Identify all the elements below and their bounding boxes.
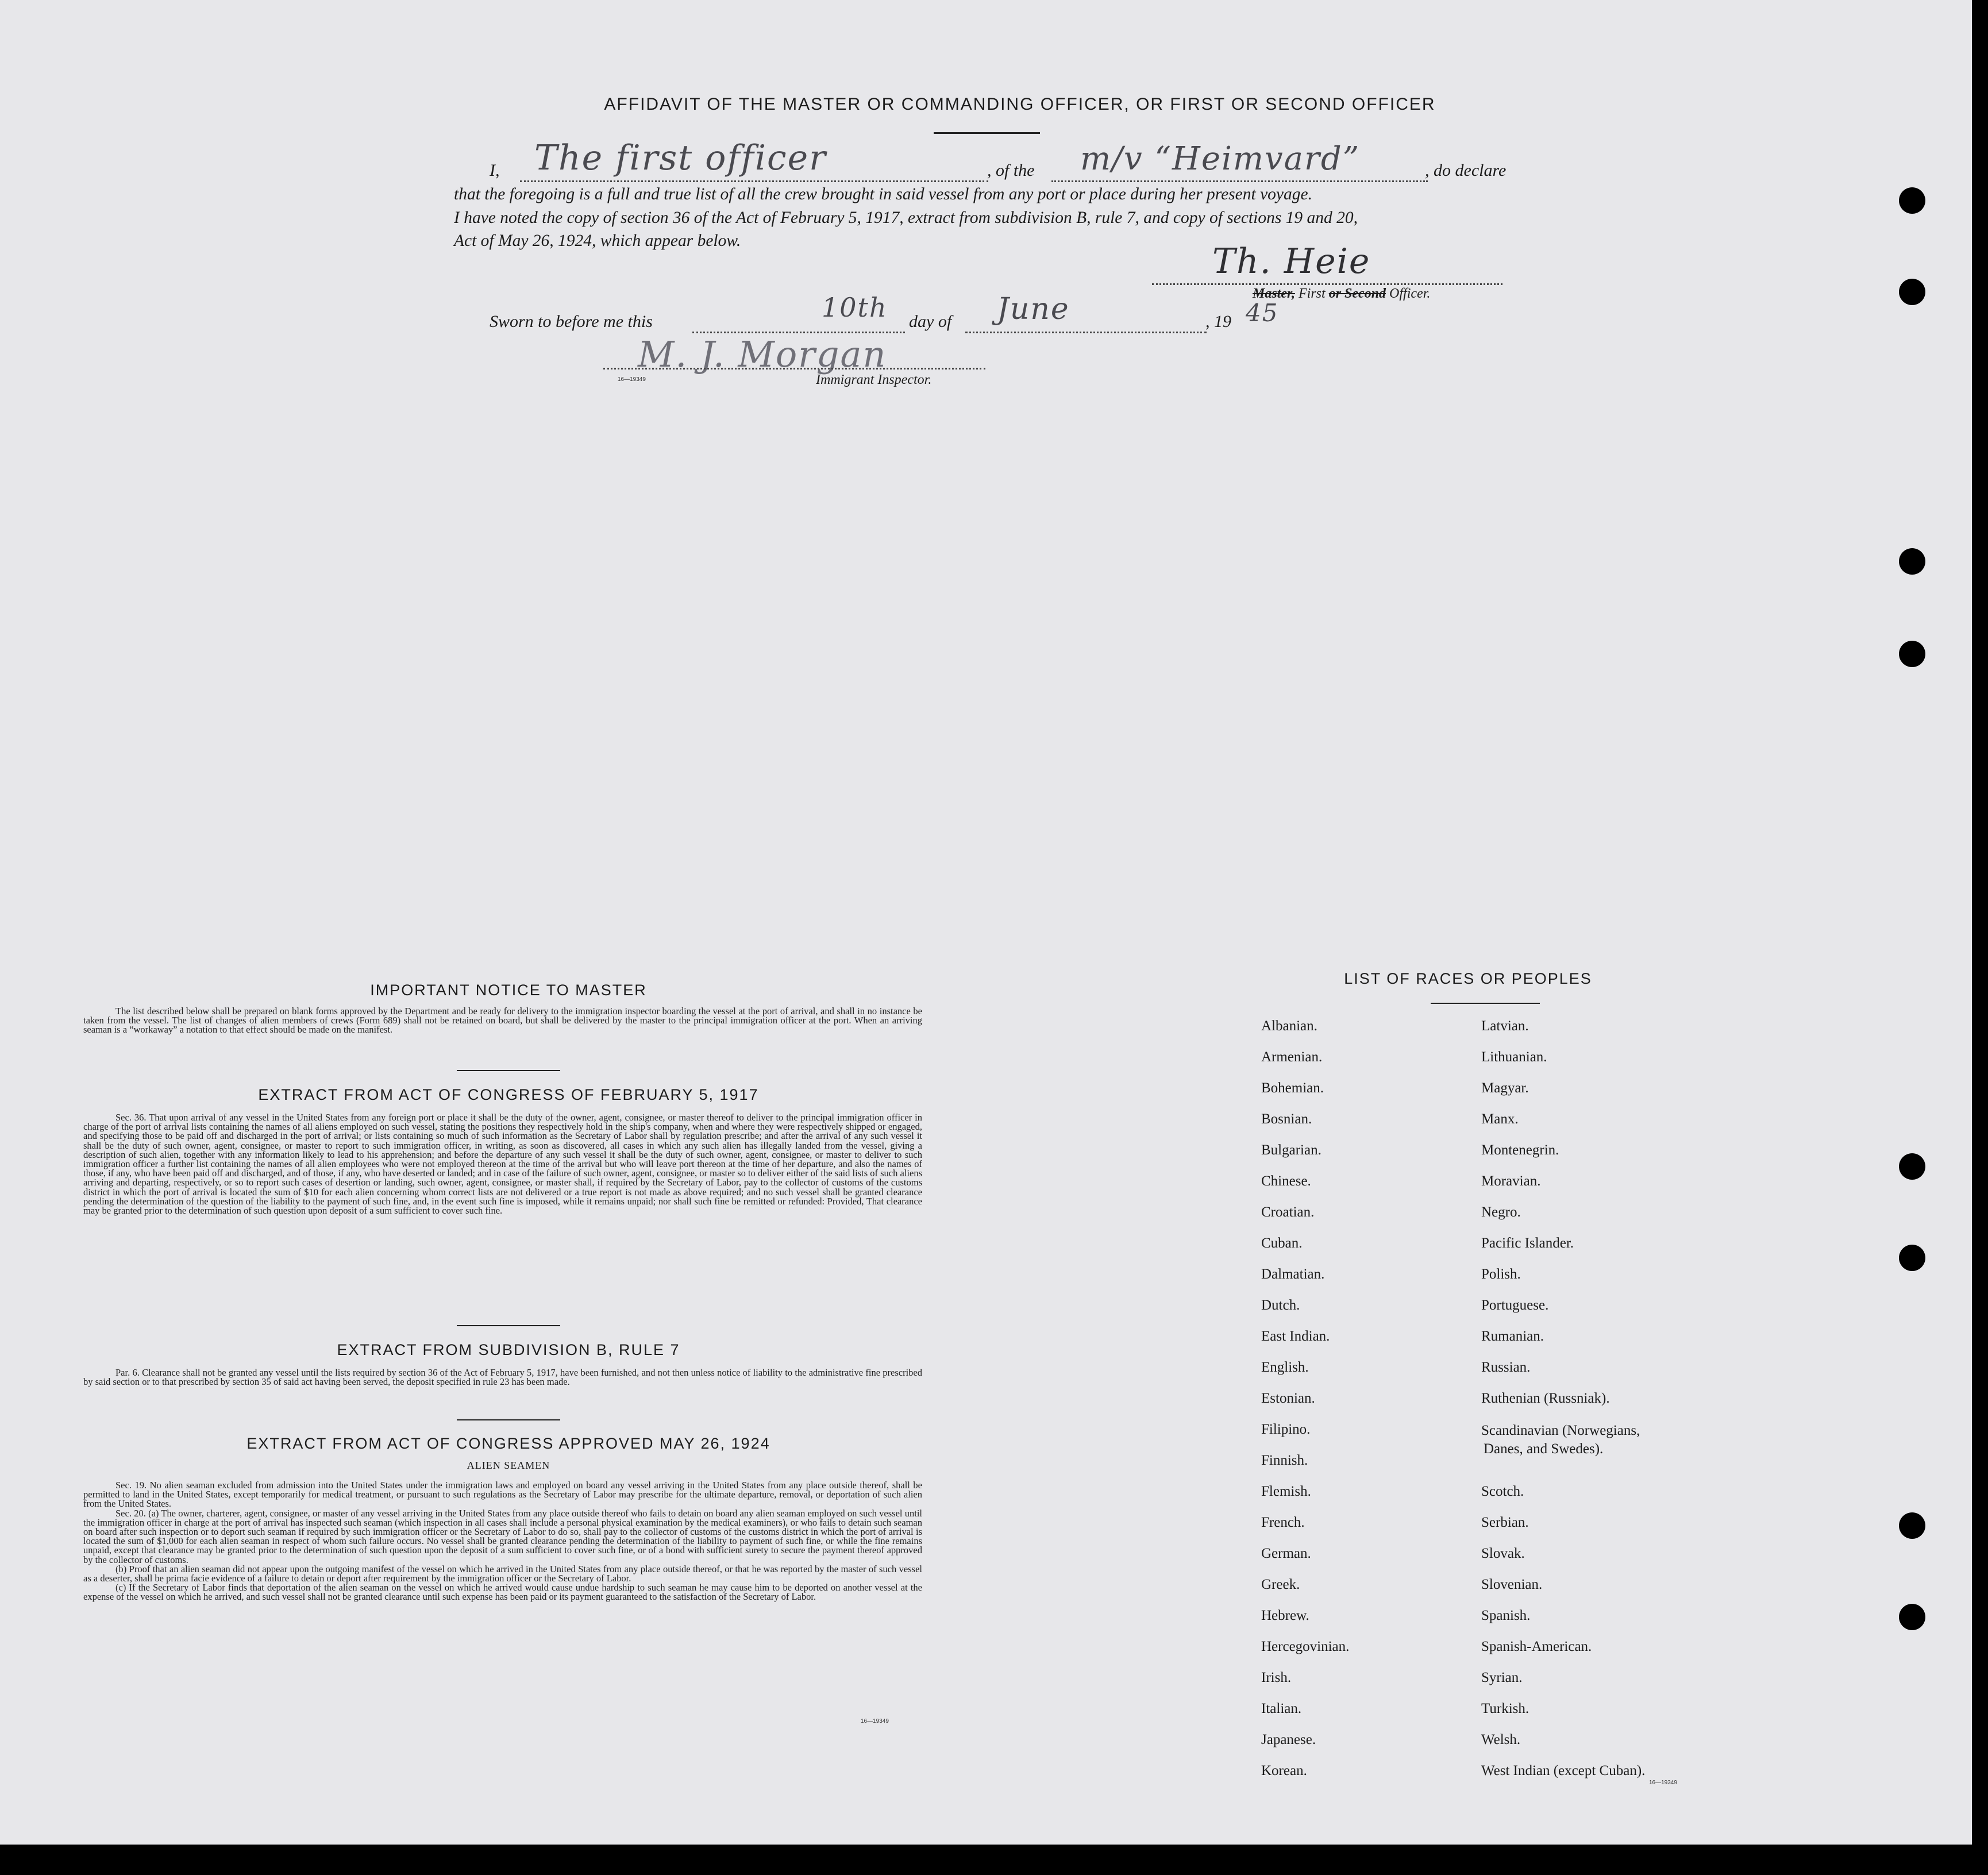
binder-hole (1899, 1245, 1925, 1271)
of-the-label: , of the (987, 161, 1035, 180)
races-title: LIST OF RACES OR PEOPLES (1344, 970, 1592, 987)
inspector-line (603, 368, 985, 369)
race-item-left: Hercegovinian. (1261, 1639, 1350, 1654)
race-item-right: Latvian. (1481, 1018, 1529, 1034)
declarant-handwritten: The first officer (534, 138, 827, 178)
affidavit-title-rule (934, 132, 1040, 134)
declarant-blank (520, 180, 988, 182)
race-item-left: Flemish. (1261, 1484, 1311, 1499)
inspector-form-number: 16—19349 (618, 376, 646, 383)
race-item-left: Cuban. (1261, 1235, 1303, 1251)
alien-seamen-subtitle: ALIEN SEAMEN (467, 1460, 550, 1471)
section-20b-paragraph: (b) Proof that an alien seaman did not appear upon the outgoing manifest of the vessel on which he arrived in the United States from any place outside thereof, or that he was reported by the master of such vessel as a deserter, shall be prima facie evidence of a failure to detain or deport after requirement by the immigration officer or the Secretary of Labor. (83, 1563, 922, 1584)
rule-7-paragraph: Par. 6. Clearance shall not be granted any vessel until the lists required by section 36 of the Act of February 5, 1917, have been furnished, and not then unless notice of liability to the administrative fine prescribed by said section or to that prescribed by section 35 of said act having been served, the deposit specified in rule 23 has been made. (83, 1367, 922, 1388)
binder-hole (1899, 279, 1925, 305)
races-form-number: 16—19349 (1649, 1780, 1677, 1786)
race-item-left: Japanese. (1261, 1732, 1316, 1747)
sworn-day-handwritten: 10th (822, 292, 888, 323)
extract-rule7-rule (457, 1419, 560, 1420)
section-20c-paragraph: (c) If the Secretary of Labor finds that deportation of the alien seaman on the vessel on which he arrived would cause undue hardship to such seaman he may cause him to be deported on another vessel at the expense of the vessel on which he arrived, and such vessel shall not be granted clearance until such expense has been paid or its payment guaranteed to the satisfaction of the Secretary of Labor. (83, 1582, 922, 1603)
race-item-left: French. (1261, 1515, 1305, 1530)
extract-1917-title: EXTRACT FROM ACT OF CONGRESS OF FEBRUARY 5, 1917 (258, 1086, 759, 1103)
race-item-left: Bosnian. (1261, 1111, 1312, 1127)
race-item-right: Polish. (1481, 1266, 1521, 1282)
extract-1917-text (83, 1113, 922, 1215)
notice-paragraph: The list described below shall be prepared on blank forms approved by the Department and be ready for delivery to the immigration inspector boarding the vessel at the port of arrival, and shall in no instance be taken from the vessel. The list of changes of alien members of crews (Form 689) shall not be retained on board, but shall be delivered by the master to the principal immigration officer at the port. When an arriving seaman is a “workaway” a notation to that effect should be made on the manifest. (83, 1006, 922, 1035)
race-item-right: Negro. (1481, 1204, 1521, 1220)
race-item-left: Bulgarian. (1261, 1142, 1322, 1158)
race-item-left: Bohemian. (1261, 1080, 1324, 1096)
section-36-paragraph: Sec. 36. That upon arrival of any vessel in the United States from any foreign port or place it shall be the duty of the owner, agent, consignee, or master thereof to deliver to the principal immigration officer in charge of the port of arrival lists containing the names of all aliens employed on such vessel, stating the positions they respectively hold in the ship's company, when and where they were respectively shipped or engaged, and specifying those to be paid off and discharged in the port of arrival; or lists containing so much of such information as the Secretary of Labor shall by regulation prescribe; and after the arrival of any such vessel it shall be the duty of such owner, agent, consignee, or master to report to such immigration officer, in writing, as soon as discovered, all cases in which any such alien has illegally landed from the vessel, giving a description of such alien, together with any information likely to lead to his apprehension; and before the departure of any such vessel it shall be the duty of such owner, agent, consignee, or master to deliver to such immigration officer a further list containing the names of all alien employees who were not employed thereon at the time of the arrival but who will leave port thereon at the time of her departure, and also the names of those, if any, who have been paid off and discharged, and of those, if any, who have deserted or landed; and in case of the failure of such owner, agent, consignee, or master so to deliver either of the said lists of such aliens arriving and departing, respectively, or so to report such cases of desertion or landing, such owner, agent, consignee, or master shall, if required by the Secretary of Labor, pay to the collector of customs of the customs district in which the port of arrival is located the sum of $10 for each alien concerning whom correct lists are not delivered or a true report is not made as above required; and no such vessel shall be granted clearance pending the determination of the question of the liability to the payment of such fine, and, in the event such fine is imposed, while it remains unpaid; nor shall such fine be remitted or refunded: Provided, That clearance may be granted prior to the determination of such question upon deposit of a sum sufficient to cover such fine. (83, 1112, 922, 1216)
officer-title (1253, 286, 1430, 302)
affidavit-i-label: I, (490, 161, 500, 180)
extract-rule7-text (83, 1368, 922, 1387)
race-item-left: Croatian. (1261, 1204, 1315, 1220)
race-item-right: Syrian. (1481, 1670, 1523, 1685)
inspector-signature: M. J. Morgan (638, 333, 887, 375)
race-item-right: Turkish. (1481, 1701, 1529, 1716)
race-item-right: Welsh. (1481, 1732, 1521, 1747)
extract-1917-rule (457, 1325, 560, 1326)
race-item-right: Lithuanian. (1481, 1049, 1547, 1065)
inspector-label: Immigrant Inspector. (816, 372, 932, 387)
race-item-right: Serbian. (1481, 1515, 1529, 1530)
notice-rule (457, 1070, 560, 1071)
race-item-left: Hebrew. (1261, 1608, 1309, 1623)
race-item-right: Manx. (1481, 1111, 1519, 1127)
binder-hole (1899, 1512, 1925, 1539)
race-item-left: Italian. (1261, 1701, 1302, 1716)
race-item-right: Slovak. (1481, 1546, 1525, 1561)
binder-hole (1899, 1153, 1925, 1180)
race-item-right: Spanish-American. (1481, 1639, 1592, 1654)
binder-hole (1899, 1604, 1925, 1630)
year-handwritten: 45 (1246, 299, 1279, 327)
extract-1924-text (83, 1481, 922, 1602)
race-item-right: Magyar. (1481, 1080, 1529, 1096)
month-handwritten: June (997, 292, 1070, 326)
binder-hole (1899, 548, 1925, 575)
vessel-blank (1051, 180, 1428, 182)
affidavit-line-3: I have noted the copy of section 36 of the Act of February 5, 1917, extract from subdivision B, rule 7, and copy of sections 19 and 20, (454, 209, 1358, 227)
race-item-right: Spanish. (1481, 1608, 1531, 1623)
race-item-left: Dutch. (1261, 1298, 1300, 1313)
notice-text (83, 1007, 922, 1035)
race-item-right: Ruthenian (Russniak). (1481, 1391, 1610, 1406)
race-item-right: Danes, and Swedes). (1484, 1441, 1604, 1457)
sworn-label: Sworn to before me this (490, 312, 653, 331)
race-item-left: German. (1261, 1546, 1311, 1561)
race-item-left: Chinese. (1261, 1173, 1311, 1189)
race-item-left: Korean. (1261, 1763, 1307, 1778)
race-item-left: Irish. (1261, 1670, 1292, 1685)
notice-title: IMPORTANT NOTICE TO MASTER (370, 981, 647, 999)
race-item-right: Slovenian. (1481, 1577, 1543, 1592)
officer-first: First (1295, 286, 1329, 301)
race-item-right: Scandinavian (Norwegians, (1481, 1423, 1640, 1438)
race-item-right: Rumanian. (1481, 1329, 1544, 1344)
vessel-handwritten: m/v “Heimvard” (1080, 140, 1361, 178)
race-item-left: Dalmatian. (1261, 1266, 1325, 1282)
race-item-right: Montenegrin. (1481, 1142, 1559, 1158)
officer-struck-second: or Second (1328, 286, 1386, 301)
do-declare-label: , do declare (1425, 161, 1507, 180)
race-item-left: Filipino. (1261, 1422, 1311, 1437)
officer-struck-master: Master, (1253, 286, 1296, 301)
extract-1924-title: EXTRACT FROM ACT OF CONGRESS APPROVED MAY 26, 1924 (246, 1435, 770, 1452)
day-of-label: day of (909, 312, 952, 331)
year-prefix: , 19 (1205, 312, 1231, 331)
signature-line (1152, 283, 1502, 285)
race-item-left: Greek. (1261, 1577, 1300, 1592)
binder-hole (1899, 187, 1925, 214)
extract-rule7-title: EXTRACT FROM SUBDIVISION B, RULE 7 (337, 1341, 680, 1358)
binder-hole (1899, 641, 1925, 667)
officer-suffix: Officer. (1386, 286, 1431, 301)
race-item-left: Armenian. (1261, 1049, 1323, 1065)
race-item-left: Finnish. (1261, 1453, 1308, 1468)
section-20a-paragraph: Sec. 20. (a) The owner, charterer, agent, consignee, or master of any vessel arriving in the United States from any place outside thereof who fails to detain on board any alien seaman employed on such vessel until the immigration officer in charge at the port of arrival has inspected such seaman (which inspection in all cases shall include a personal physical examination by the medical examiners), or who fails to detain such seaman on board after such inspection or to deport such seaman if required by such immigration officer or the Secretary of Labor to do so, shall pay to the collector of customs of the customs district in which the port of arrival is located the sum of $1,000 for each alien seaman in respect of whom such failure occurs. No vessel shall be granted clearance pending the determination of the liability to payment of such fine, or while the fine remains unpaid, except that clearance may be granted prior to the determination of such question upon the deposit of a sum sufficient to cover such fine, or of a bond with sufficient surety to secure the payment thereof approved by the collector of customs. (83, 1507, 922, 1565)
race-item-right: Russian. (1481, 1360, 1531, 1375)
race-item-left: East Indian. (1261, 1329, 1330, 1344)
race-item-right: Moravian. (1481, 1173, 1541, 1189)
affidavit-line-2: that the foregoing is a full and true list of all the crew brought in said vessel from any port or place during her present voyage. (454, 185, 1312, 203)
races-title-rule (1431, 1003, 1540, 1004)
affidavit-line-4: Act of May 26, 1924, which appear below. (454, 232, 741, 250)
race-item-right: Pacific Islander. (1481, 1235, 1574, 1251)
affidavit-title: AFFIDAVIT OF THE MASTER OR COMMANDING OFFICER, OR FIRST OR SECOND OFFICER (604, 95, 1436, 114)
left-form-number: 16—19349 (861, 1718, 889, 1724)
officer-signature: Th. Heie (1212, 241, 1371, 282)
section-19-paragraph: Sec. 19. No alien seaman excluded from admission into the United States under the immigration laws and employed on board any vessel arriving in the United States from any place outside thereof, shall be permitted to land in the United States, except temporarily for medical treatment, or pursuant to such regulations as the Secretary of Labor may prescribe for the ultimate departure, removal, or deportation of such alien from the United States. (83, 1480, 922, 1510)
race-item-right: West Indian (except Cuban). (1481, 1763, 1646, 1778)
race-item-right: Scotch. (1481, 1484, 1524, 1499)
race-item-left: Estonian. (1261, 1391, 1315, 1406)
race-item-left: Albanian. (1261, 1018, 1317, 1034)
race-item-left: English. (1261, 1360, 1309, 1375)
month-blank (965, 332, 1207, 333)
race-item-right: Portuguese. (1481, 1298, 1549, 1313)
